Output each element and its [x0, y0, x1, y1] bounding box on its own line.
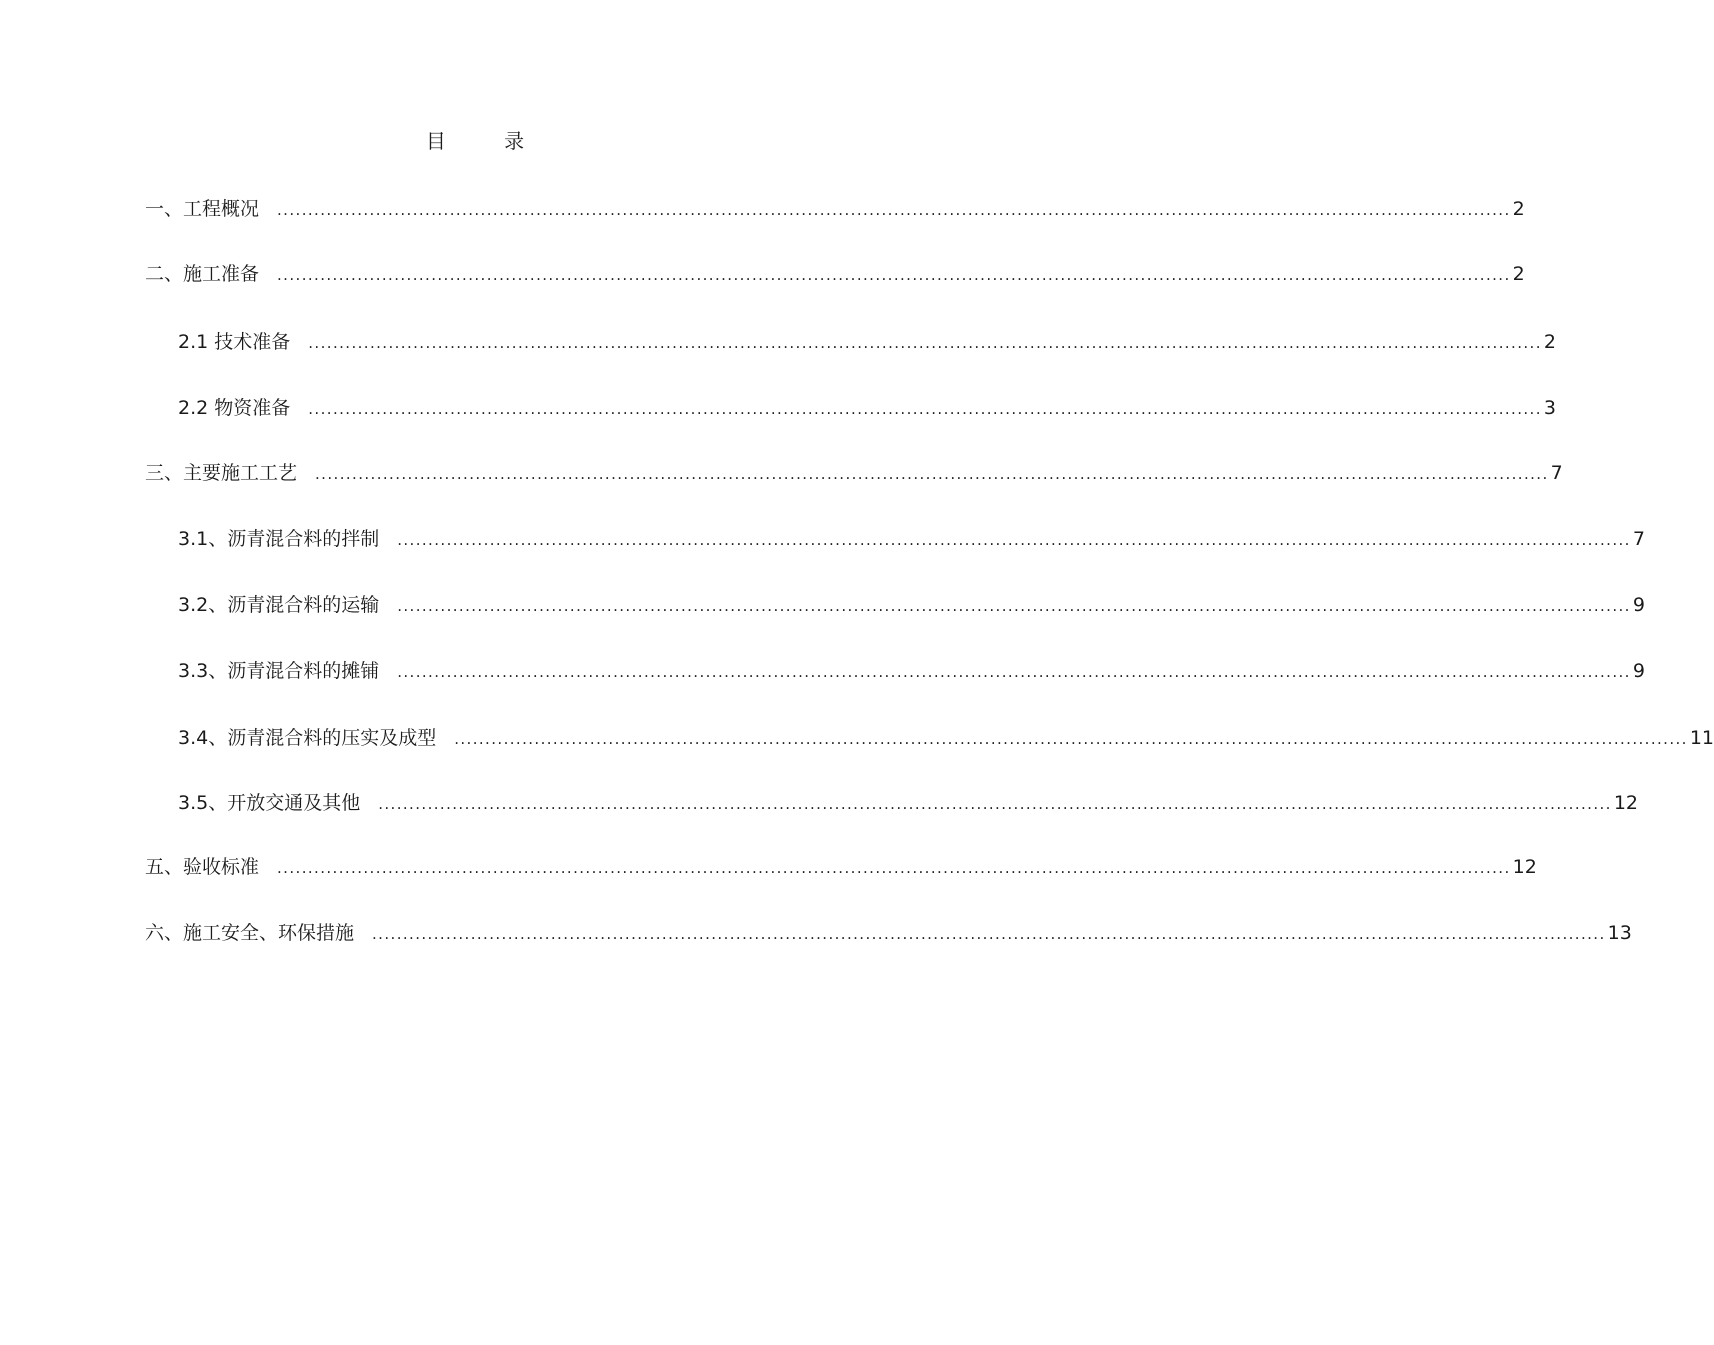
toc-entry-text: 3.5、开放交通及其他 [178, 792, 361, 814]
toc-page-number: 2 [1512, 263, 1525, 285]
toc-entry[interactable] [145, 460, 1563, 487]
toc-title: 目 录 [425, 129, 551, 153]
toc-entry[interactable] [178, 592, 1645, 619]
toc-dot-leader: ........................................................................................................................................................................................................ [397, 597, 1631, 615]
toc-dot-leader: ........................................................................................................................................................................................................ [277, 859, 1511, 877]
toc-dot-leader: ........................................................................................................................................................................................................ [378, 795, 1612, 813]
toc-entry-text: 3.4、沥青混合料的压实及成型 [178, 727, 437, 749]
toc-entry[interactable] [145, 854, 1537, 881]
toc-entry[interactable] [178, 790, 1639, 817]
toc-dot-leader: ........................................................................................................................................................................................................ [454, 730, 1688, 748]
toc-page-number: 7 [1550, 462, 1563, 484]
toc-entry[interactable] [178, 395, 1556, 422]
toc-page-number: 2 [1543, 331, 1556, 353]
toc-page-number: 13 [1607, 922, 1632, 944]
toc-dot-leader: ........................................................................................................................................................................................................ [308, 400, 1542, 418]
toc-dot-leader: ........................................................................................................................................................................................................ [372, 925, 1606, 943]
toc-page-number: 12 [1613, 792, 1639, 814]
toc-entry-text: 3.1、沥青混合料的拌制 [178, 528, 380, 550]
toc-page-number: 7 [1632, 528, 1645, 550]
toc-entry-text: 一、工程概况 [145, 198, 260, 220]
toc-entry[interactable] [178, 526, 1645, 553]
toc-dot-leader: ........................................................................................................................................................................................................ [397, 663, 1631, 681]
toc-entry-text: 六、施工安全、环保措施 [145, 922, 355, 944]
toc-entry[interactable] [178, 725, 1714, 752]
toc-dot-leader: ........................................................................................................................................................................................................ [308, 334, 1542, 352]
toc-page-number: 2 [1512, 198, 1525, 220]
toc-entry[interactable] [145, 196, 1525, 223]
toc-dot-leader: ........................................................................................................................................................................................................ [397, 531, 1631, 549]
toc-page-number: 3 [1543, 397, 1556, 419]
toc-dot-leader: ........................................................................................................................................................................................................ [277, 201, 1511, 219]
toc-entry[interactable] [178, 329, 1556, 356]
toc-page-number: 11 [1689, 727, 1714, 749]
toc-dot-leader: ........................................................................................................................................................................................................ [277, 266, 1511, 284]
toc-entry-text: 三、主要施工工艺 [145, 462, 298, 484]
toc-page-number: 9 [1632, 660, 1645, 682]
toc-entry[interactable] [145, 920, 1632, 947]
toc-page-number: 12 [1512, 856, 1537, 878]
toc-entry-text: 2.1 技术准备 [178, 331, 291, 353]
toc-entry-text: 3.2、沥青混合料的运输 [178, 594, 380, 616]
toc-entry[interactable] [145, 261, 1525, 288]
toc-entry[interactable] [178, 658, 1645, 685]
toc-entry-text: 二、施工准备 [145, 263, 260, 285]
toc-page-number: 9 [1632, 594, 1645, 616]
toc-dot-leader: ........................................................................................................................................................................................................ [315, 465, 1549, 483]
toc-entry-text: 3.3、沥青混合料的摊铺 [178, 660, 380, 682]
toc-entry-text: 五、验收标准 [145, 856, 260, 878]
toc-entry-text: 2.2 物资准备 [178, 397, 291, 419]
